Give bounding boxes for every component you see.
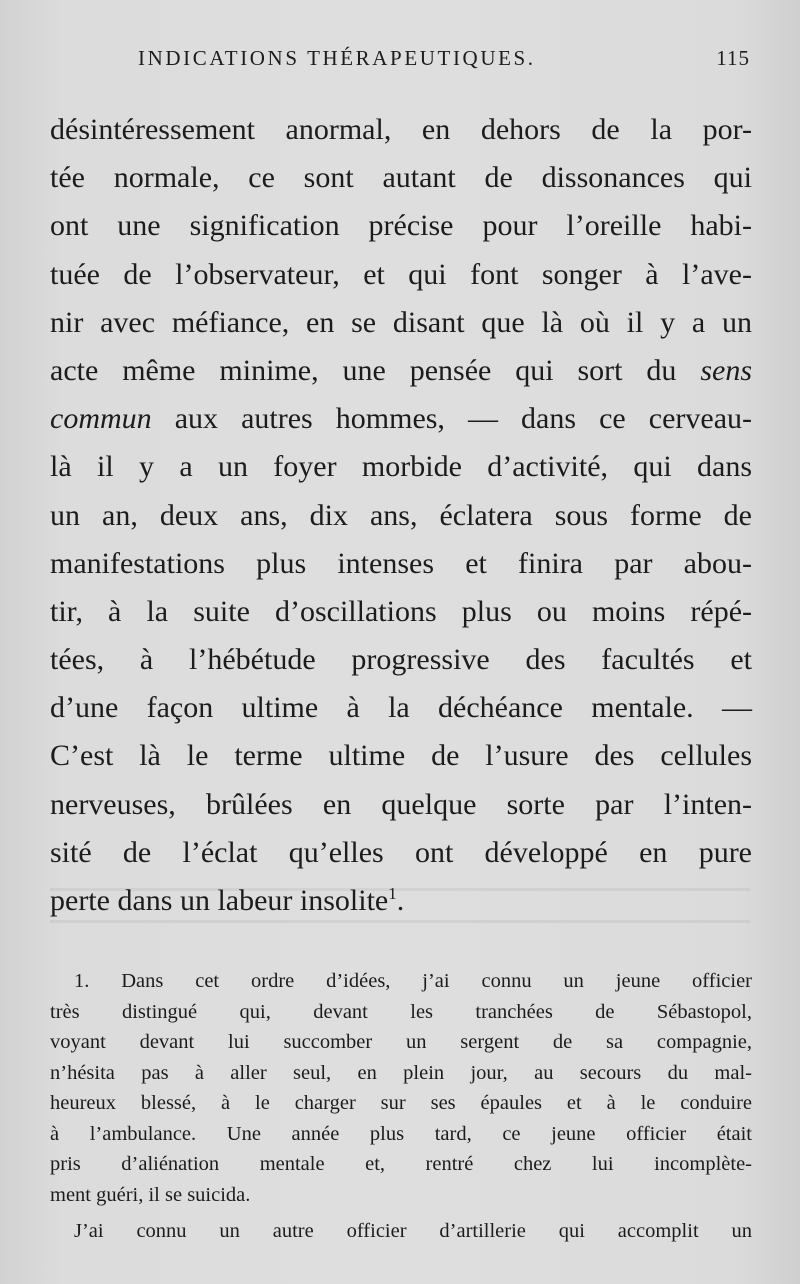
main-text (50, 106, 752, 925)
text-line (50, 395, 752, 443)
text-line: ont une signification précise pour l’oreille habi- (50, 209, 752, 243)
text-line: là il y a un foyer morbide d’activité, qui dans (50, 450, 752, 484)
page-number: 115 (716, 46, 750, 70)
text-line: sité de l’éclat qu’elles ont développé en pure (50, 835, 752, 869)
text-fragment: . (396, 884, 405, 917)
footnote-marker: 1 (388, 884, 397, 903)
footnote-line: J’ai connu un autre officier d’artillerie qui accomplit un (74, 1220, 752, 1242)
text-line: tées, à l’hébétude progressive des facultés et (50, 643, 752, 677)
text-line: nerveuses, brûlées en quelque sorte par l’inten- (50, 787, 752, 821)
bleed-through-shadow (50, 888, 750, 891)
footnote-line: heureux blessé, à le charger sur ses épaules et à le conduire (50, 1092, 752, 1114)
text-fragment: acte même minime, une pensée qui sort du (50, 353, 677, 387)
footnote-line: très distingué qui, devant les tranchées de Sébastopol, (50, 1000, 752, 1023)
footnote-line: ment guéri, il se suicida. (50, 1183, 251, 1206)
footnote-line: n’hésita pas à aller seul, en plein jour, au secours du mal- (50, 1061, 752, 1084)
text-line: manifestations plus intenses et finira par abou- (50, 546, 752, 580)
text-line: d’une façon ultime à la déchéance mentale. — (50, 691, 752, 725)
text-line (50, 877, 752, 925)
footnote-line: 1. Dans cet ordre d’idées, j’ai connu un jeune officier (74, 970, 752, 992)
text-fragment: aux autres hommes, — dans ce cerveau- (174, 402, 752, 436)
footnote-block (50, 966, 752, 1247)
text-line: tir, à la suite d’oscillations plus ou moins répé- (50, 594, 752, 628)
text-line: nir avec méfiance, en se disant que là où il y a un (50, 305, 752, 339)
bleed-through-shadow (50, 920, 750, 923)
text-line (50, 347, 752, 395)
footnote-line: voyant devant lui succomber un sergent de sa compagnie, (50, 1031, 752, 1053)
italic-fragment: commun (50, 402, 152, 436)
italic-fragment: sens (700, 353, 753, 387)
running-title: INDICATIONS THÉRAPEUTIQUES. (138, 46, 536, 70)
footnote-line: pris d’aliénation mentale et, rentré chez lui incomplète- (50, 1153, 752, 1175)
text-fragment: perte dans un labeur insolite (50, 884, 389, 917)
text-line: tuée de l’observateur, et qui font songer à l’ave- (50, 257, 752, 291)
text-line: tée normale, ce sont autant de dissonances qui (50, 161, 752, 195)
footnote-line: à l’ambulance. Une année plus tard, ce jeune officier était (50, 1122, 752, 1145)
text-line: C’est là le terme ultime de l’usure des cellules (50, 739, 752, 773)
page-header (50, 40, 750, 76)
text-line: un an, deux ans, dix ans, éclatera sous forme de (50, 498, 752, 532)
text-line: désintéressement anormal, en dehors de la por- (50, 113, 752, 146)
